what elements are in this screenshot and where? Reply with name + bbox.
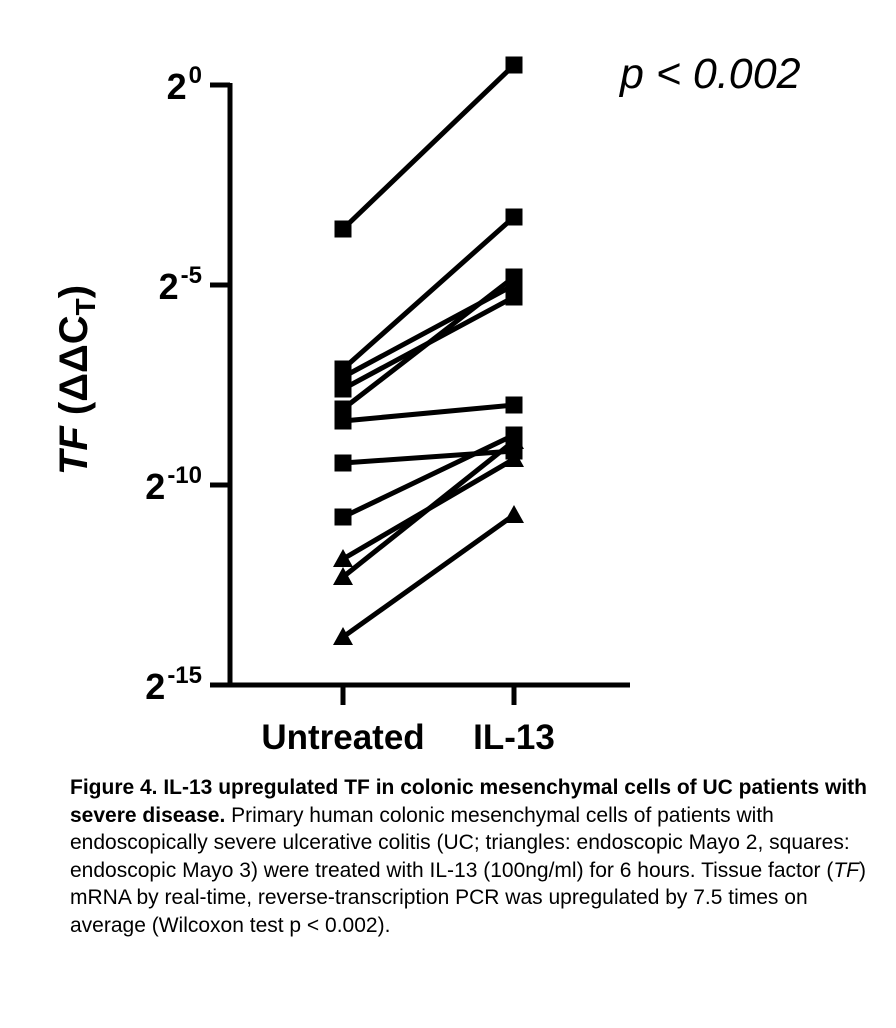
square-marker (335, 221, 352, 238)
y-tick-label (145, 662, 202, 707)
square-marker (506, 57, 523, 74)
pair-line (343, 405, 514, 421)
y-tick-exponent: 0 (188, 62, 202, 89)
y-axis-label: TF $(\Delta\Delta C_T)$ (52, 284, 101, 476)
y-tick-label (167, 62, 202, 107)
square-marker (506, 269, 523, 286)
pair-line (343, 217, 514, 369)
triangle-marker (333, 549, 353, 567)
x-category-label: Untreated (261, 718, 425, 757)
x-categories (261, 685, 555, 757)
data-pairs (333, 57, 524, 646)
caption-title: Figure 4. IL-13 upregulated TF in colonic mesenchymal cells of UC patients with severe disease. (70, 776, 867, 827)
square-marker (506, 209, 523, 226)
y-tick-base: 2 (145, 666, 166, 707)
square-marker (506, 397, 523, 414)
y-tick-exponent: -10 (167, 462, 202, 489)
caption-text-2: ) mRNA by real-time, reverse-transcription PCR was upregulated by 7.5 times on average (Wilcoxon test p < 0.002). (70, 858, 867, 937)
triangle-marker (504, 505, 524, 523)
y-tick-base: 2 (158, 266, 179, 307)
y-tick-base: 2 (145, 466, 166, 507)
y-tick-exponent: -5 (180, 262, 202, 289)
y-tick-label (145, 462, 202, 507)
x-category-label: IL-13 (473, 718, 555, 757)
pair-line (343, 515, 514, 637)
axes (228, 83, 631, 688)
p-value-annotation: p < 0.002 (620, 50, 801, 98)
caption-text-1: Primary human colonic mesenchymal cells of patients with endoscopically severe ulcerative colitis (UC; triangles: endoscopic Mayo 2, squares: endoscopic Mayo 3) were treated with IL-13 (100ng/ml) for 6 hours. Tissue factor ( (70, 803, 850, 882)
square-marker (506, 289, 523, 306)
square-marker (335, 381, 352, 398)
caption-italic: TF (833, 858, 860, 882)
y-ticks (145, 62, 230, 707)
y-axis-label-group (52, 285, 101, 475)
figure-caption (70, 774, 870, 939)
y-tick-label (159, 262, 202, 307)
pair-line (343, 65, 514, 229)
y-tick-base: 2 (166, 66, 187, 107)
square-marker (335, 413, 352, 430)
square-marker (335, 509, 352, 526)
y-tick-exponent: -15 (167, 662, 202, 689)
square-marker (335, 455, 352, 472)
